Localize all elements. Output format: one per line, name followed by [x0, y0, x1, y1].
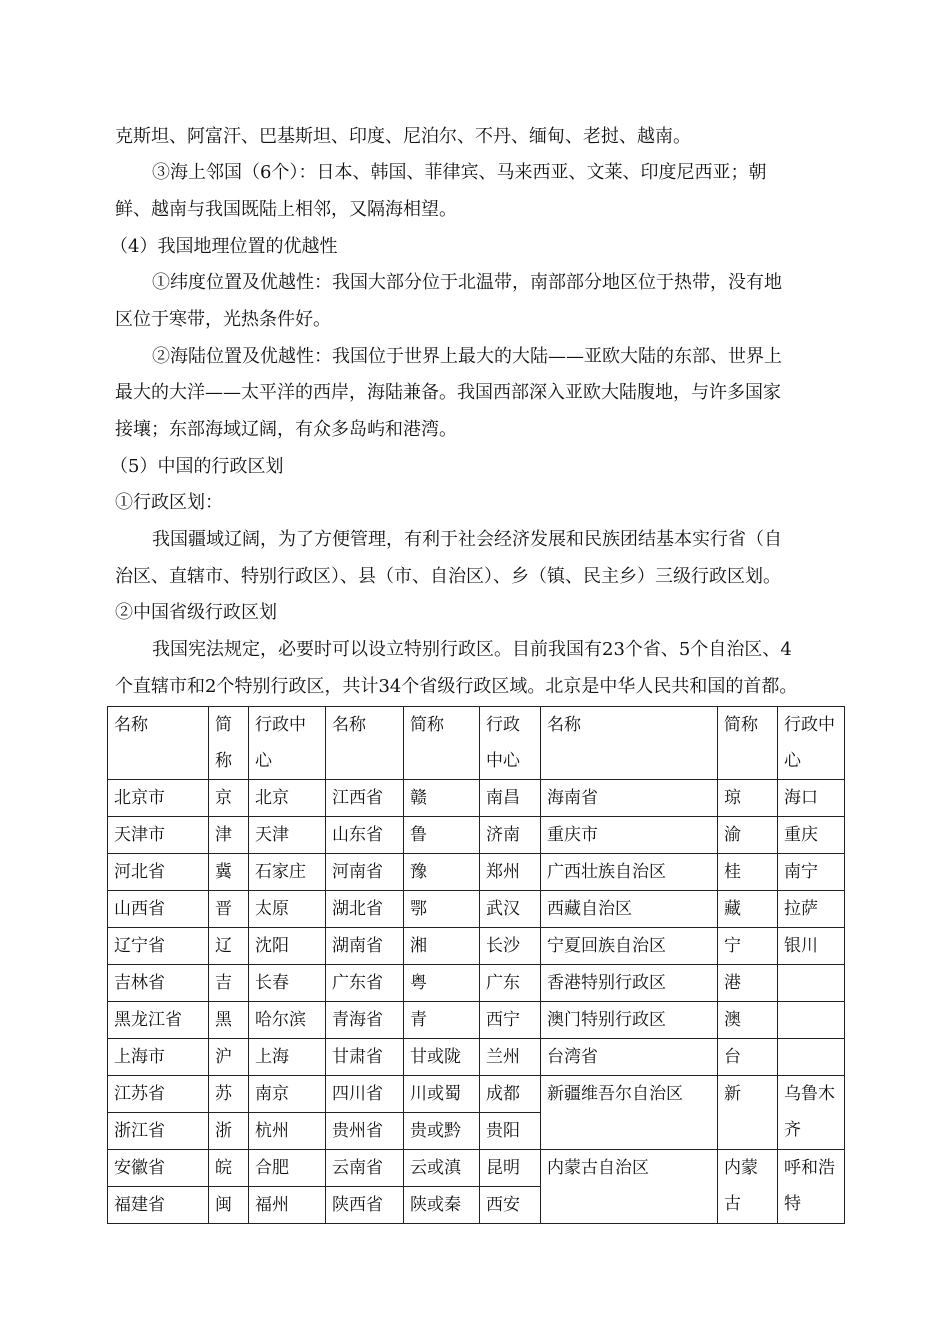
table-cell-name: 江苏省: [108, 1076, 209, 1113]
table-cell-abbr: 京: [209, 780, 249, 817]
table-cell-name: 福建省: [108, 1187, 209, 1224]
table-cell-abbr: 陕或秦: [404, 1187, 480, 1224]
paragraph-sea-neighbors-cont: 鲜、越南与我国既陆上相邻，又隔海相望。: [115, 199, 457, 220]
table-cell-name: 陕西省: [326, 1187, 404, 1224]
table-cell-name: 云南省: [326, 1150, 404, 1187]
table-cell-capital: 福州: [249, 1187, 326, 1224]
table-header-cell: 简称: [718, 707, 778, 780]
table-cell-capital: [778, 1039, 845, 1076]
table-row: [108, 891, 845, 928]
table-cell-capital: 武汉: [480, 891, 541, 928]
table-cell-abbr: 渝: [718, 817, 778, 854]
table-cell-capital: 南宁: [778, 854, 845, 891]
table-cell-capital: 南昌: [480, 780, 541, 817]
table-cell-abbr: 鄂: [404, 891, 480, 928]
table-cell-capital: 石家庄: [249, 854, 326, 891]
paragraph-land-sea-cont1: 最大的大洋——太平洋的西岸，海陆兼备。我国西部深入亚欧大陆腹地，与许多国家: [115, 382, 781, 403]
table-cell-name: 广西壮族自治区: [541, 854, 718, 891]
table-cell-name: 广东省: [326, 965, 404, 1002]
table-cell-name: 吉林省: [108, 965, 209, 1002]
table-header-cell: 简称: [209, 707, 249, 780]
table-header-cell: 简称: [404, 707, 480, 780]
table-cell-name: 重庆市: [541, 817, 718, 854]
table-cell-name: 黑龙江省: [108, 1002, 209, 1039]
table-cell-name: 山西省: [108, 891, 209, 928]
subheading-admin-division: ①行政区划：: [115, 492, 223, 513]
table-header-cell: 名称: [326, 707, 404, 780]
table-cell-name: 西藏自治区: [541, 891, 718, 928]
table-cell-name: 贵州省: [326, 1113, 404, 1150]
table-cell-capital: 昆明: [480, 1150, 541, 1187]
table-header-cell: 行政中心: [249, 707, 326, 780]
paragraph-land-sea: ②海陆位置及优越性：我国位于世界上最大的大陆——亚欧大陆的东部、世界上: [152, 346, 782, 367]
table-cell-name: 江西省: [326, 780, 404, 817]
table-cell-name: 四川省: [326, 1076, 404, 1113]
table-cell-capital: 乌鲁木齐: [778, 1076, 845, 1150]
table-cell-abbr: 湘: [404, 928, 480, 965]
table-cell-capital: 西安: [480, 1187, 541, 1224]
table-row: [108, 928, 845, 965]
table-cell-name: 浙江省: [108, 1113, 209, 1150]
table-cell-abbr: 桂: [718, 854, 778, 891]
table-cell-name: 辽宁省: [108, 928, 209, 965]
table-cell-abbr: 浙: [209, 1113, 249, 1150]
table-row: [108, 780, 845, 817]
provincial-division-table: [107, 706, 845, 1224]
table-row: [108, 965, 845, 1002]
table-cell-capital: 拉萨: [778, 891, 845, 928]
table-cell-abbr: 冀: [209, 854, 249, 891]
table-header-cell: 名称: [108, 707, 209, 780]
table-cell-abbr: 港: [718, 965, 778, 1002]
table-cell-name: 海南省: [541, 780, 718, 817]
paragraph-admin-division: 我国疆域辽阔，为了方便管理，有利于社会经济发展和民族团结基本实行省（自: [152, 529, 782, 550]
table-cell-name: 上海市: [108, 1039, 209, 1076]
table-cell-name: 新疆维吾尔自治区: [541, 1076, 718, 1150]
paragraph-latitude: ①纬度位置及优越性：我国大部分位于北温带，南部部分地区位于热带，没有地: [152, 272, 782, 293]
table-cell-name: 澳门特别行政区: [541, 1002, 718, 1039]
table-header-row: [108, 707, 845, 780]
table-cell-name: 湖南省: [326, 928, 404, 965]
table-cell-abbr: 澳: [718, 1002, 778, 1039]
table-cell-abbr: 贵或黔: [404, 1113, 480, 1150]
table-cell-capital: 呼和浩特: [778, 1150, 845, 1224]
section-heading-5: （5）中国的行政区划: [110, 456, 284, 477]
table-cell-capital: 贵阳: [480, 1113, 541, 1150]
table-cell-capital: 郑州: [480, 854, 541, 891]
table-header-cell: 行政中心: [778, 707, 845, 780]
paragraph-constitution-cont: 个直辖市和2个特别行政区，共计34个省级行政区域。北京是中华人民共和国的首都。: [115, 676, 798, 697]
paragraph-admin-division-cont: 治区、直辖市、特别行政区）、县（市、自治区）、乡（镇、民主乡）三级行政区划。: [115, 566, 781, 587]
table-row: [108, 1150, 845, 1187]
table-cell-capital: 合肥: [249, 1150, 326, 1187]
table-cell-abbr: 津: [209, 817, 249, 854]
table-cell-name: 北京市: [108, 780, 209, 817]
table-cell-abbr: 苏: [209, 1076, 249, 1113]
paragraph-latitude-cont: 区位于寒带，光热条件好。: [115, 309, 331, 330]
table-cell-capital: 天津: [249, 817, 326, 854]
table-cell-name: 内蒙古自治区: [541, 1150, 718, 1224]
table-cell-abbr: 鲁: [404, 817, 480, 854]
table-cell-capital: 沈阳: [249, 928, 326, 965]
paragraph-constitution: 我国宪法规定，必要时可以设立特别行政区。目前我国有23个省、5个自治区、4: [152, 639, 792, 660]
table-cell-name: 甘肃省: [326, 1039, 404, 1076]
table-row: [108, 1039, 845, 1076]
table-cell-abbr: 闽: [209, 1187, 249, 1224]
table-cell-capital: 成都: [480, 1076, 541, 1113]
table-cell-abbr: 云或滇: [404, 1150, 480, 1187]
table-row: [108, 817, 845, 854]
table-cell-name: 河南省: [326, 854, 404, 891]
table-cell-name: 河北省: [108, 854, 209, 891]
table-cell-capital: 南京: [249, 1076, 326, 1113]
table-cell-abbr: 青: [404, 1002, 480, 1039]
table-cell-abbr: 晋: [209, 891, 249, 928]
table-cell-abbr: 藏: [718, 891, 778, 928]
table-row: [108, 1076, 845, 1113]
table-cell-abbr: 新: [718, 1076, 778, 1150]
table-cell-capital: 兰州: [480, 1039, 541, 1076]
paragraph-land-sea-cont2: 接壤；东部海域辽阔，有众多岛屿和港湾。: [115, 419, 457, 440]
table-cell-capital: 广东: [480, 965, 541, 1002]
table-cell-capital: 海口: [778, 780, 845, 817]
table-cell-name: 山东省: [326, 817, 404, 854]
table-cell-capital: 北京: [249, 780, 326, 817]
table-cell-name: 台湾省: [541, 1039, 718, 1076]
table-cell-abbr: 赣: [404, 780, 480, 817]
table-cell-name: 青海省: [326, 1002, 404, 1039]
table-cell-abbr: 台: [718, 1039, 778, 1076]
table-cell-capital: 重庆: [778, 817, 845, 854]
table-header-cell: 名称: [541, 707, 718, 780]
table-cell-abbr: 吉: [209, 965, 249, 1002]
table-header-cell: 行政中心: [480, 707, 541, 780]
table-cell-capital: [778, 965, 845, 1002]
table-cell-abbr: 沪: [209, 1039, 249, 1076]
table-cell-name: 天津市: [108, 817, 209, 854]
table-cell-name: 安徽省: [108, 1150, 209, 1187]
table-row: [108, 1002, 845, 1039]
table-cell-capital: 银川: [778, 928, 845, 965]
table-cell-abbr: 宁: [718, 928, 778, 965]
table-cell-capital: 杭州: [249, 1113, 326, 1150]
table-cell-abbr: 皖: [209, 1150, 249, 1187]
table-cell-capital: 长春: [249, 965, 326, 1002]
table-cell-abbr: 川或蜀: [404, 1076, 480, 1113]
table-cell-abbr: 内蒙古: [718, 1150, 778, 1224]
table-cell-abbr: 豫: [404, 854, 480, 891]
table-cell-capital: 长沙: [480, 928, 541, 965]
table-cell-capital: 哈尔滨: [249, 1002, 326, 1039]
paragraph-neighbors-end: 克斯坦、阿富汗、巴基斯坦、印度、尼泊尔、不丹、缅甸、老挝、越南。: [115, 126, 691, 147]
table-cell-abbr: 甘或陇: [404, 1039, 480, 1076]
subheading-provincial-division: ②中国省级行政区划: [115, 602, 277, 623]
table-cell-abbr: 辽: [209, 928, 249, 965]
table-cell-name: 湖北省: [326, 891, 404, 928]
table-cell-capital: 上海: [249, 1039, 326, 1076]
table-cell-capital: [778, 1002, 845, 1039]
table-cell-abbr: 粤: [404, 965, 480, 1002]
table-cell-name: 香港特别行政区: [541, 965, 718, 1002]
table-cell-abbr: 琼: [718, 780, 778, 817]
table-cell-capital: 西宁: [480, 1002, 541, 1039]
table-row: [108, 854, 845, 891]
section-heading-4: （4）我国地理位置的优越性: [110, 236, 338, 257]
table-cell-capital: 太原: [249, 891, 326, 928]
table-cell-abbr: 黑: [209, 1002, 249, 1039]
table-cell-capital: 济南: [480, 817, 541, 854]
table-cell-name: 宁夏回族自治区: [541, 928, 718, 965]
paragraph-sea-neighbors: ③海上邻国（6个）：日本、韩国、菲律宾、马来西亚、文莱、印度尼西亚；朝: [152, 162, 767, 183]
